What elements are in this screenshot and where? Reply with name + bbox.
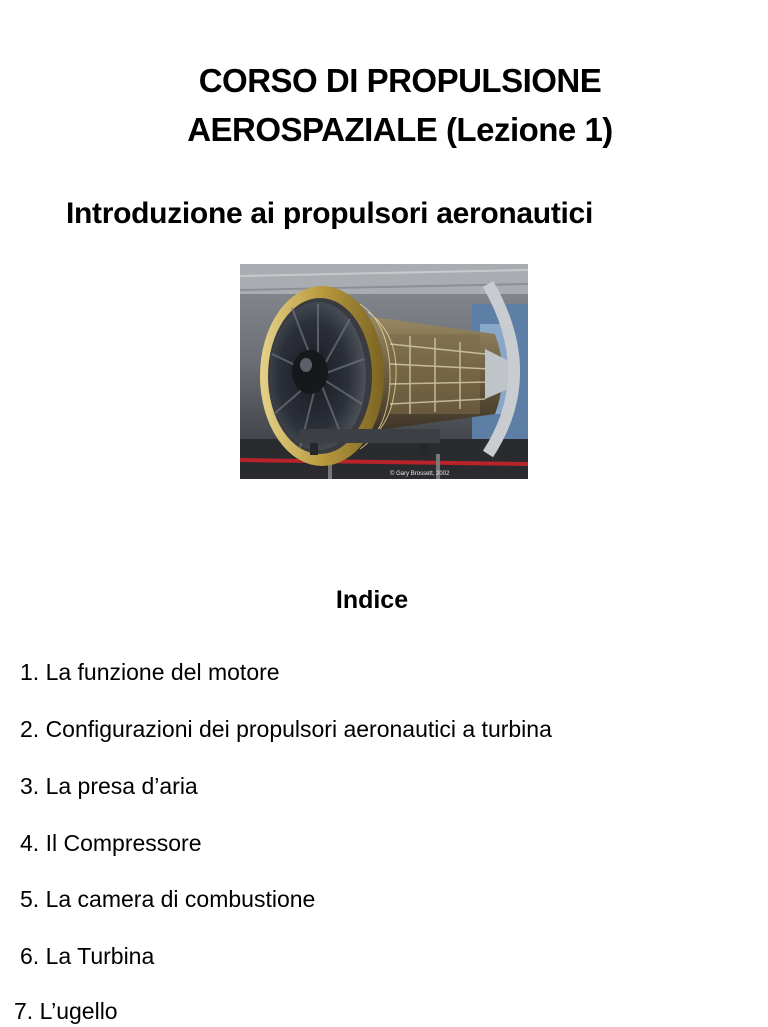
index-item-1: 1. La funzione del motore: [20, 659, 280, 685]
title-line-1: CORSO DI PROPULSIONE: [198, 62, 602, 99]
index-heading: Indice: [335, 586, 409, 614]
photo-credit: © Gary Brossett, 2002: [390, 471, 450, 477]
index-item-4: 4. Il Compressore: [20, 830, 202, 856]
index-item-6: 6. La Turbina: [20, 943, 155, 969]
title-line-2: AEROSPAZIALE (Lezione 1): [187, 111, 613, 148]
index-item-5: 5. La camera di combustione: [20, 886, 316, 912]
index-item-3: 3. La presa d’aria: [20, 773, 198, 799]
slide-subtitle: Introduzione ai propulsori aeronautici: [66, 197, 593, 230]
jet-engine-photo: [240, 264, 528, 479]
index-item-7: 7. L’ugello: [14, 998, 118, 1024]
index-item-2: 2. Configurazioni dei propulsori aeronautici a turbina: [20, 716, 552, 742]
